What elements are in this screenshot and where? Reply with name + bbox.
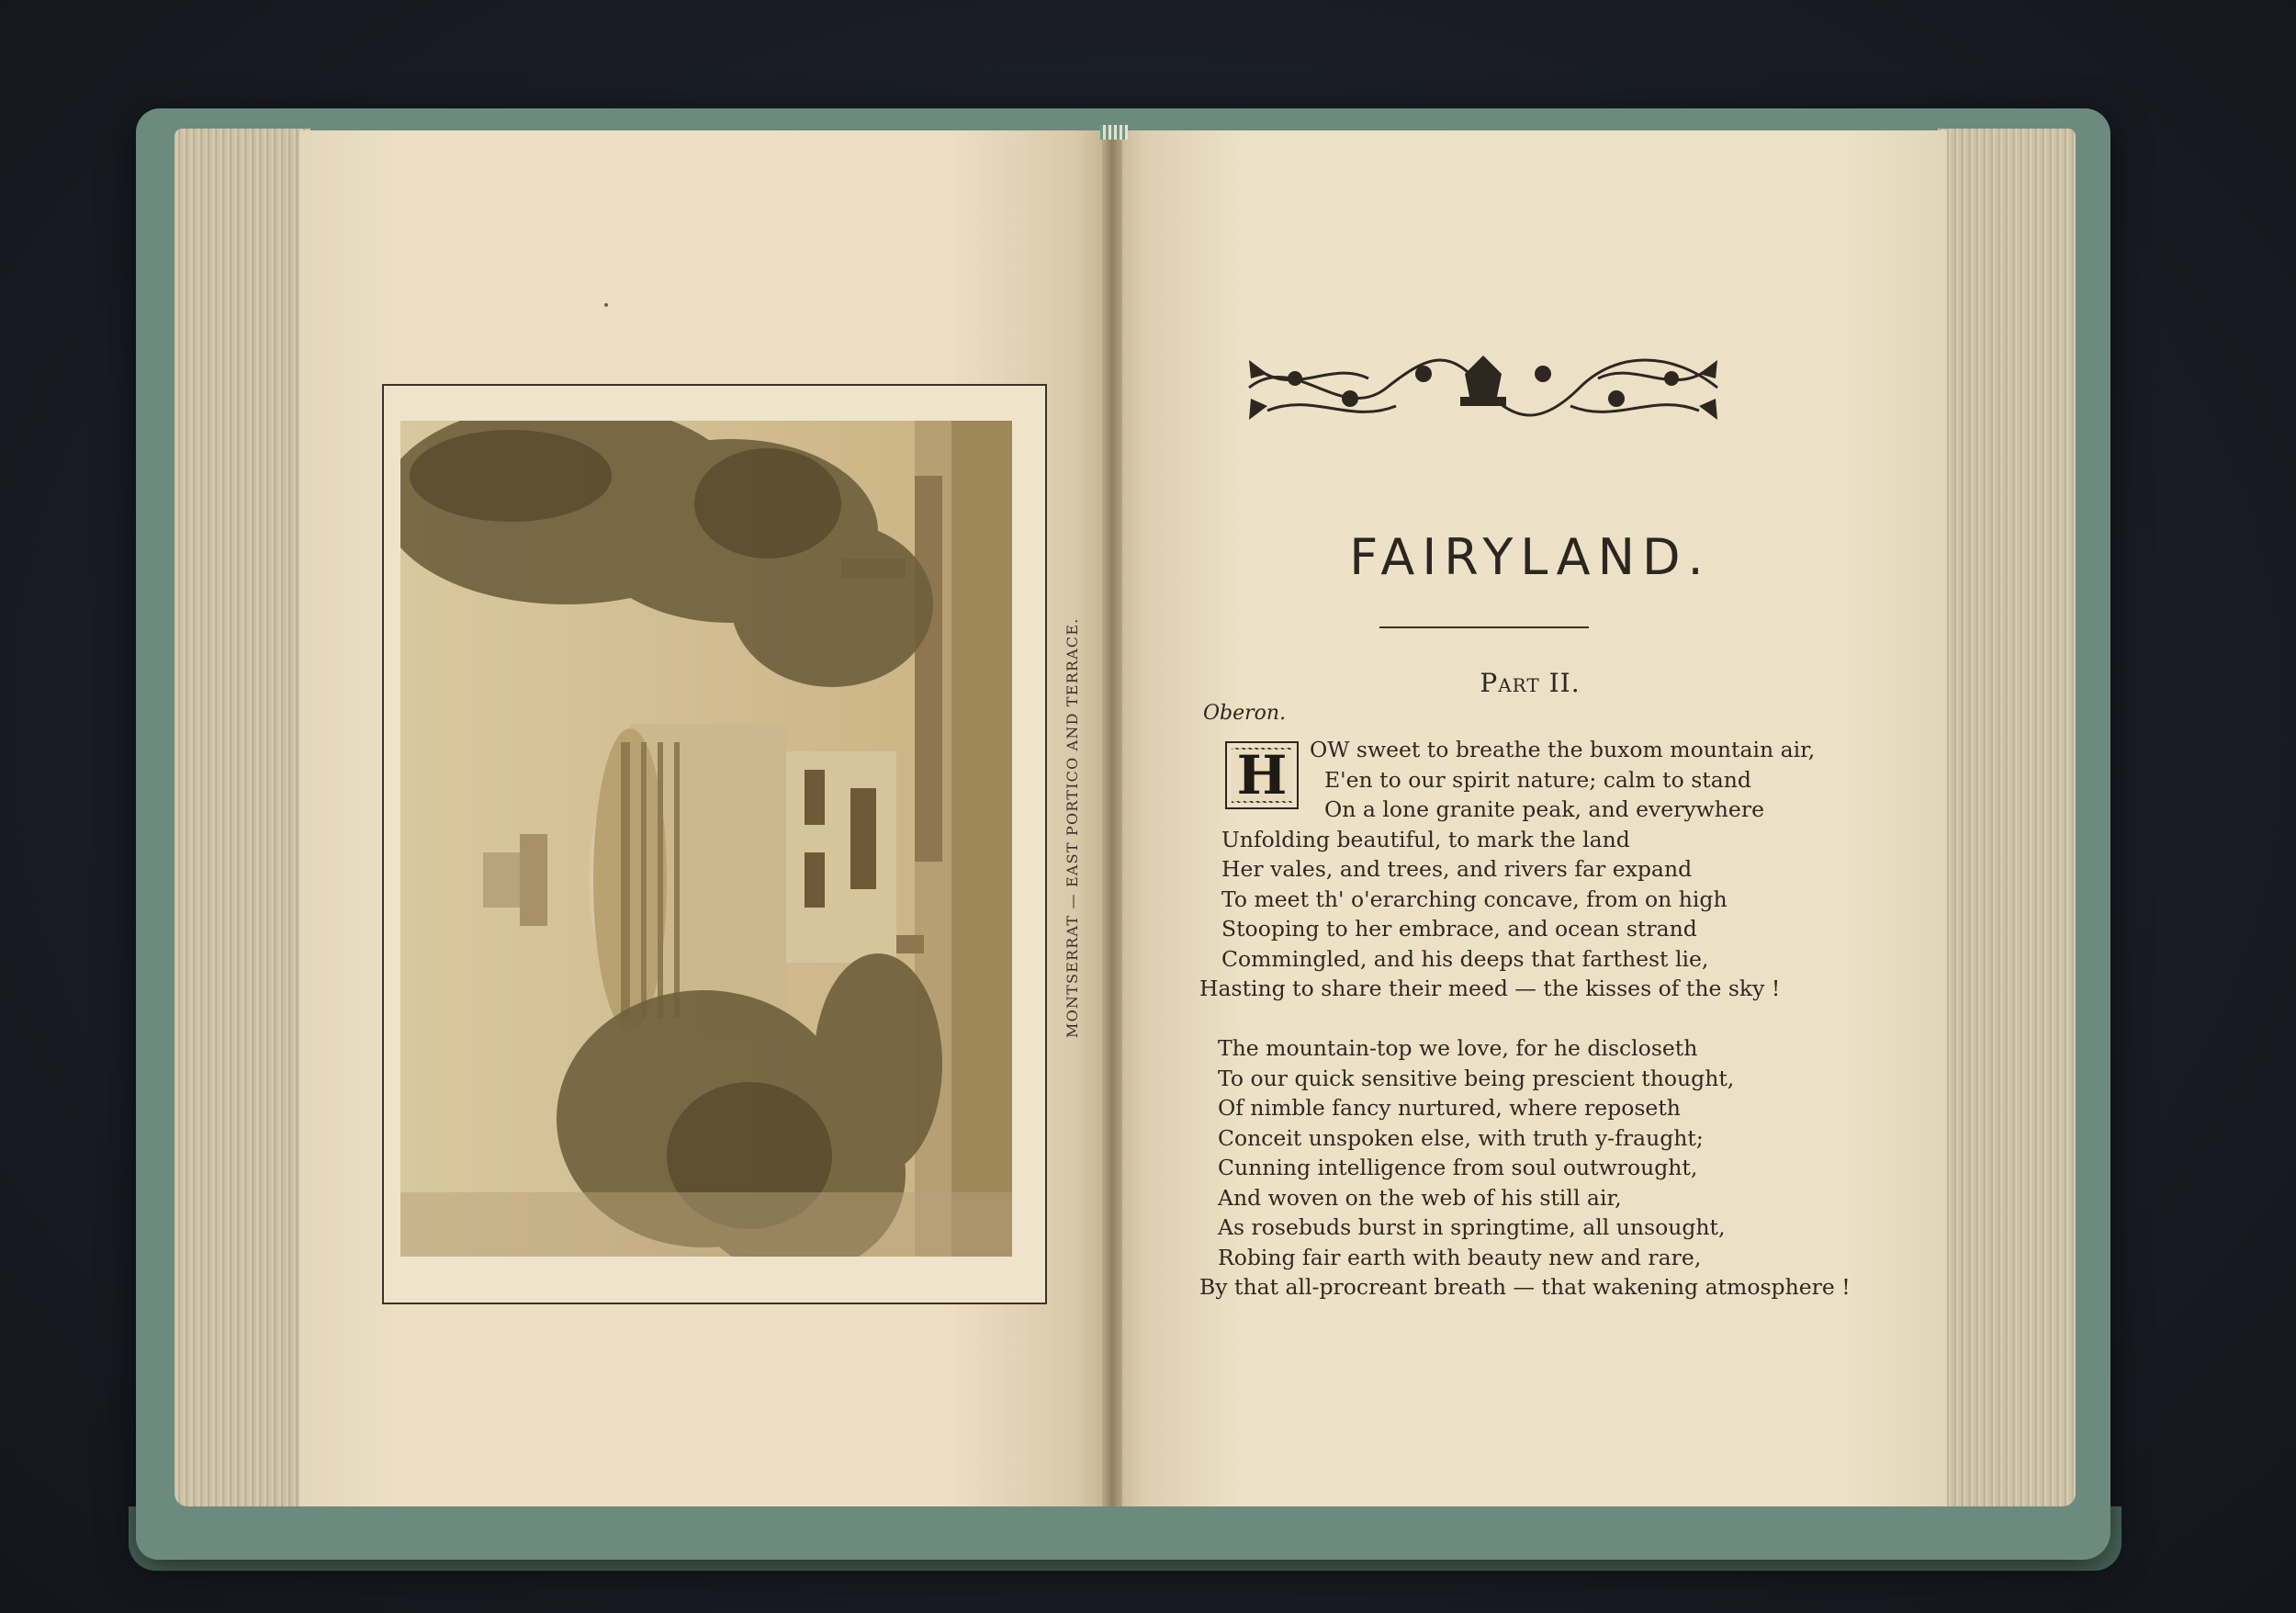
poem-line: Stooping to her embrace, and ocean strand (1221, 916, 1697, 942)
poem-line: On a lone granite peak, and everywhere (1324, 796, 1764, 822)
poem-line: To our quick sensitive being prescient thought, (1218, 1065, 1735, 1091)
floral-headpiece-icon (1240, 342, 1727, 434)
poem-line: Commingled, and his deeps that farthest lie, (1221, 945, 1709, 972)
speaker-name: Oberon. (1203, 702, 1287, 725)
left-page-edges (174, 129, 310, 1506)
plate-caption: MONTSERRAT — EAST PORTICO AND TERRACE. (1064, 617, 1081, 1038)
poem-line: Hasting to share their meed — the kisses of the sky ! (1199, 976, 1781, 1001)
part-heading: Part II. (1480, 668, 1581, 698)
poem-line: Unfolding beautiful, to mark the land (1221, 826, 1630, 852)
book-gutter (1102, 130, 1122, 1506)
poem-line: Her vales, and trees, and rivers far expand (1221, 856, 1693, 882)
poem (1199, 735, 1851, 1303)
poem-line: And woven on the web of his still air, (1218, 1184, 1622, 1211)
page-speck (604, 303, 608, 307)
drop-cap-letter: H (1232, 750, 1293, 801)
poem-line: As rosebuds burst in springtime, all unsought, (1218, 1214, 1726, 1240)
poem-line: Cunning intelligence from soul outwrought, (1218, 1155, 1698, 1180)
poem-line: By that all-procreant breath — that wakening atmosphere ! (1199, 1274, 1851, 1300)
poem-line: OW sweet to breathe the buxom mountain air, (1310, 737, 1816, 762)
photograph-icon (400, 421, 1012, 1257)
poem-line: Of nimble fancy nurtured, where reposeth (1218, 1095, 1681, 1121)
title-rule (1379, 626, 1589, 628)
stanza-break (1199, 1004, 1787, 1034)
chapter-title: FAIRYLAND. (1349, 528, 1711, 586)
poem-line: The mountain-top we love, for he discloseth (1218, 1035, 1698, 1061)
headband (1100, 125, 1128, 140)
poem-line: Conceit unspoken else, with truth y-fraught; (1218, 1124, 1704, 1151)
right-page-edges (1938, 129, 2076, 1506)
poem-line: To meet th' o'erarching concave, from on high (1221, 885, 1728, 912)
poem-line: E'en to our spirit nature; calm to stand (1324, 766, 1751, 793)
poem-line: Robing fair earth with beauty new and rare, (1218, 1244, 1702, 1270)
